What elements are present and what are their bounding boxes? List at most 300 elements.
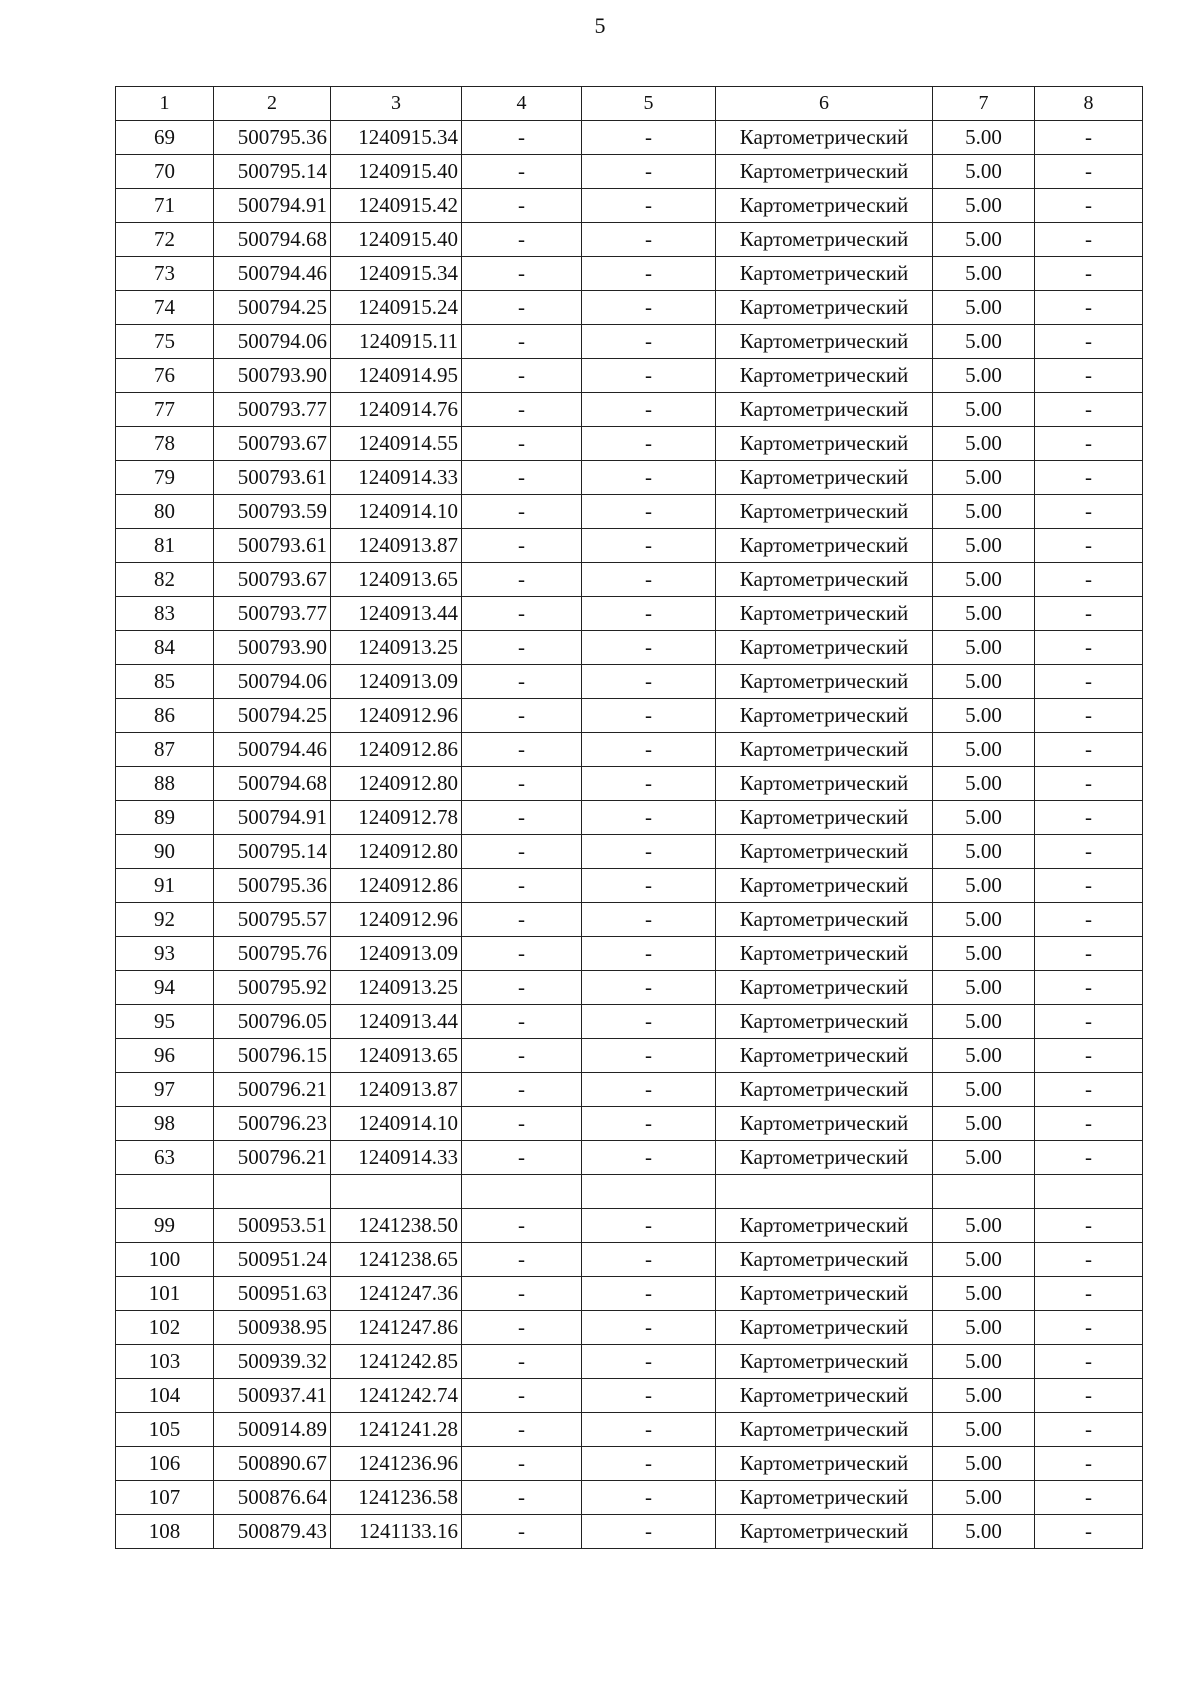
coordinate-y-cell: 1240913.87: [331, 1073, 462, 1107]
col-8-cell: -: [1035, 1141, 1143, 1175]
col-5-cell: -: [582, 359, 716, 393]
col-4-cell: -: [462, 495, 582, 529]
method-cell: Картометрический: [716, 189, 933, 223]
coordinate-x-cell: 500795.36: [214, 121, 331, 155]
coordinate-y-cell: 1240912.80: [331, 835, 462, 869]
coordinate-x-cell: 500795.14: [214, 155, 331, 189]
header-cell: 3: [331, 87, 462, 121]
point-number-cell: 99: [116, 1209, 214, 1243]
point-number-cell: 98: [116, 1107, 214, 1141]
coordinate-y-cell: 1241247.36: [331, 1277, 462, 1311]
table-row: [116, 359, 1143, 393]
col-4-cell: -: [462, 801, 582, 835]
col-8-cell: -: [1035, 1379, 1143, 1413]
method-cell: Картометрический: [716, 631, 933, 665]
point-number-cell: 71: [116, 189, 214, 223]
coordinate-y-cell: 1240912.86: [331, 869, 462, 903]
coordinate-x-cell: 500793.67: [214, 427, 331, 461]
coordinate-y-cell: 1240914.10: [331, 1107, 462, 1141]
coordinate-x-cell: 500795.36: [214, 869, 331, 903]
accuracy-cell: 5.00: [933, 257, 1035, 291]
table-row: [116, 1379, 1143, 1413]
col-4-cell: -: [462, 1141, 582, 1175]
header-cell: 4: [462, 87, 582, 121]
accuracy-cell: 5.00: [933, 903, 1035, 937]
coordinate-x-cell: 500795.14: [214, 835, 331, 869]
col-8-cell: -: [1035, 1413, 1143, 1447]
col-5-cell: -: [582, 903, 716, 937]
method-cell: Картометрический: [716, 1107, 933, 1141]
col-5-cell: -: [582, 257, 716, 291]
coordinate-y-cell: 1240914.33: [331, 1141, 462, 1175]
coordinate-x-cell: 500793.61: [214, 529, 331, 563]
point-number-cell: 105: [116, 1413, 214, 1447]
point-number-cell: 72: [116, 223, 214, 257]
col-5-cell: -: [582, 1515, 716, 1549]
col-5-cell: -: [582, 733, 716, 767]
table-row: [116, 937, 1143, 971]
col-4-cell: -: [462, 461, 582, 495]
method-cell: Картометрический: [716, 495, 933, 529]
coordinate-x-cell: 500953.51: [214, 1209, 331, 1243]
table-row: [116, 427, 1143, 461]
col-8-cell: -: [1035, 1039, 1143, 1073]
coordinate-y-cell: 1240912.96: [331, 699, 462, 733]
coordinate-y-cell: 1241247.86: [331, 1311, 462, 1345]
col-5-cell: -: [582, 699, 716, 733]
coordinates-table: [115, 86, 1143, 1549]
coordinate-y-cell: 1241238.65: [331, 1243, 462, 1277]
col-4-cell: -: [462, 767, 582, 801]
point-number-cell: 102: [116, 1311, 214, 1345]
coordinate-y-cell: 1240912.78: [331, 801, 462, 835]
col-4-cell: -: [462, 563, 582, 597]
table-row: [116, 665, 1143, 699]
coordinate-x-cell: 500793.59: [214, 495, 331, 529]
coordinate-y-cell: 1240913.25: [331, 631, 462, 665]
header-cell: 5: [582, 87, 716, 121]
table-row: [116, 1039, 1143, 1073]
accuracy-cell: 5.00: [933, 291, 1035, 325]
coordinate-x-cell: 500794.06: [214, 325, 331, 359]
coordinate-y-cell: 1240915.34: [331, 121, 462, 155]
coordinate-x-cell: 500793.77: [214, 393, 331, 427]
header-cell: 1: [116, 87, 214, 121]
coordinate-y-cell: 1240913.09: [331, 937, 462, 971]
col-5-cell: -: [582, 291, 716, 325]
coordinate-y-cell: 1240913.65: [331, 563, 462, 597]
col-4-cell: -: [462, 155, 582, 189]
point-number-cell: 85: [116, 665, 214, 699]
col-4-cell: -: [462, 325, 582, 359]
coordinate-x-cell: 500795.92: [214, 971, 331, 1005]
coordinate-y-cell: 1241241.28: [331, 1413, 462, 1447]
col-8-cell: -: [1035, 189, 1143, 223]
method-cell: Картометрический: [716, 1413, 933, 1447]
col-8-cell: -: [1035, 1311, 1143, 1345]
col-5-cell: -: [582, 801, 716, 835]
coordinate-y-cell: 1241242.85: [331, 1345, 462, 1379]
coordinate-y-cell: 1240913.09: [331, 665, 462, 699]
accuracy-cell: 5.00: [933, 393, 1035, 427]
col-4-cell: -: [462, 699, 582, 733]
table-header-row: [116, 87, 1143, 121]
table-row: [116, 1345, 1143, 1379]
col-5-cell: -: [582, 1481, 716, 1515]
col-8-cell: -: [1035, 393, 1143, 427]
point-number-cell: 83: [116, 597, 214, 631]
coordinate-x-cell: 500795.76: [214, 937, 331, 971]
table-row: [116, 699, 1143, 733]
accuracy-cell: 5.00: [933, 699, 1035, 733]
method-cell: Картометрический: [716, 1345, 933, 1379]
point-number-cell: 95: [116, 1005, 214, 1039]
col-5-cell: -: [582, 325, 716, 359]
col-4-cell: -: [462, 1039, 582, 1073]
accuracy-cell: 5.00: [933, 1311, 1035, 1345]
accuracy-cell: 5.00: [933, 869, 1035, 903]
table-row: [116, 1073, 1143, 1107]
col-8-cell: -: [1035, 937, 1143, 971]
coordinate-y-cell: 1240913.25: [331, 971, 462, 1005]
col-8-cell: -: [1035, 767, 1143, 801]
col-8-cell: -: [1035, 971, 1143, 1005]
accuracy-cell: 5.00: [933, 359, 1035, 393]
method-cell: Картометрический: [716, 223, 933, 257]
method-cell: Картометрический: [716, 461, 933, 495]
table-row: [116, 1209, 1143, 1243]
coordinate-x-cell: 500794.25: [214, 291, 331, 325]
coordinate-x-cell: 500793.61: [214, 461, 331, 495]
col-8-cell: -: [1035, 665, 1143, 699]
accuracy-cell: 5.00: [933, 1447, 1035, 1481]
point-number-cell: 101: [116, 1277, 214, 1311]
point-number-cell: 93: [116, 937, 214, 971]
coordinate-x-cell: 500879.43: [214, 1515, 331, 1549]
method-cell: Картометрический: [716, 699, 933, 733]
table-row: [116, 393, 1143, 427]
col-4-cell: -: [462, 257, 582, 291]
col-8-cell: -: [1035, 631, 1143, 665]
coordinate-y-cell: 1240915.11: [331, 325, 462, 359]
point-number-cell: 94: [116, 971, 214, 1005]
coordinate-y-cell: [331, 1175, 462, 1209]
accuracy-cell: 5.00: [933, 529, 1035, 563]
col-5-cell: -: [582, 563, 716, 597]
coordinate-y-cell: 1240915.24: [331, 291, 462, 325]
col-5-cell: -: [582, 971, 716, 1005]
col-8-cell: -: [1035, 461, 1143, 495]
coordinate-x-cell: 500794.68: [214, 767, 331, 801]
coordinate-y-cell: 1240914.55: [331, 427, 462, 461]
col-4-cell: -: [462, 1243, 582, 1277]
coordinate-x-cell: [214, 1175, 331, 1209]
col-8-cell: -: [1035, 1209, 1143, 1243]
accuracy-cell: 5.00: [933, 835, 1035, 869]
col-5-cell: -: [582, 1277, 716, 1311]
coordinate-y-cell: 1240914.95: [331, 359, 462, 393]
col-8-cell: -: [1035, 121, 1143, 155]
method-cell: Картометрический: [716, 1073, 933, 1107]
col-5-cell: [582, 1175, 716, 1209]
method-cell: Картометрический: [716, 971, 933, 1005]
col-5-cell: -: [582, 189, 716, 223]
method-cell: Картометрический: [716, 563, 933, 597]
coordinate-x-cell: 500793.90: [214, 359, 331, 393]
header-cell: 8: [1035, 87, 1143, 121]
col-5-cell: -: [582, 529, 716, 563]
col-5-cell: -: [582, 1141, 716, 1175]
col-4-cell: -: [462, 529, 582, 563]
coordinate-y-cell: 1240915.34: [331, 257, 462, 291]
point-number-cell: 97: [116, 1073, 214, 1107]
coordinate-y-cell: 1240915.40: [331, 155, 462, 189]
col-8-cell: -: [1035, 495, 1143, 529]
col-8-cell: -: [1035, 359, 1143, 393]
col-8-cell: -: [1035, 529, 1143, 563]
col-8-cell: -: [1035, 1005, 1143, 1039]
table-row: [116, 1311, 1143, 1345]
col-4-cell: -: [462, 869, 582, 903]
col-4-cell: -: [462, 937, 582, 971]
method-cell: Картометрический: [716, 1379, 933, 1413]
table-row: [116, 1175, 1143, 1209]
accuracy-cell: 5.00: [933, 1073, 1035, 1107]
table-row: [116, 495, 1143, 529]
col-4-cell: -: [462, 1481, 582, 1515]
col-5-cell: -: [582, 665, 716, 699]
coordinate-x-cell: 500793.77: [214, 597, 331, 631]
col-8-cell: [1035, 1175, 1143, 1209]
accuracy-cell: 5.00: [933, 1413, 1035, 1447]
accuracy-cell: 5.00: [933, 801, 1035, 835]
coordinate-y-cell: 1241236.96: [331, 1447, 462, 1481]
col-4-cell: -: [462, 1107, 582, 1141]
col-8-cell: -: [1035, 835, 1143, 869]
method-cell: Картометрический: [716, 1447, 933, 1481]
table-row: [116, 223, 1143, 257]
col-8-cell: -: [1035, 733, 1143, 767]
accuracy-cell: 5.00: [933, 1277, 1035, 1311]
coordinate-y-cell: 1240912.86: [331, 733, 462, 767]
point-number-cell: 90: [116, 835, 214, 869]
table-row: [116, 529, 1143, 563]
accuracy-cell: [933, 1175, 1035, 1209]
coordinate-x-cell: 500876.64: [214, 1481, 331, 1515]
col-8-cell: -: [1035, 427, 1143, 461]
table-row: [116, 835, 1143, 869]
point-number-cell: 80: [116, 495, 214, 529]
col-8-cell: -: [1035, 1243, 1143, 1277]
col-4-cell: -: [462, 835, 582, 869]
col-8-cell: -: [1035, 699, 1143, 733]
col-4-cell: -: [462, 1379, 582, 1413]
table-row: [116, 869, 1143, 903]
table-row: [116, 461, 1143, 495]
method-cell: Картометрический: [716, 1277, 933, 1311]
col-8-cell: -: [1035, 291, 1143, 325]
accuracy-cell: 5.00: [933, 597, 1035, 631]
point-number-cell: 108: [116, 1515, 214, 1549]
table-row: [116, 597, 1143, 631]
point-number-cell: 78: [116, 427, 214, 461]
point-number-cell: 63: [116, 1141, 214, 1175]
col-5-cell: -: [582, 427, 716, 461]
accuracy-cell: 5.00: [933, 121, 1035, 155]
point-number-cell: 86: [116, 699, 214, 733]
coordinate-y-cell: 1240913.44: [331, 1005, 462, 1039]
page-number: 5: [594, 13, 606, 38]
col-4-cell: [462, 1175, 582, 1209]
col-5-cell: -: [582, 393, 716, 427]
col-4-cell: -: [462, 393, 582, 427]
accuracy-cell: 5.00: [933, 1345, 1035, 1379]
point-number-cell: 74: [116, 291, 214, 325]
col-8-cell: -: [1035, 1515, 1143, 1549]
col-8-cell: -: [1035, 563, 1143, 597]
table-body: [116, 87, 1143, 1549]
col-5-cell: -: [582, 1413, 716, 1447]
method-cell: Картометрический: [716, 1209, 933, 1243]
method-cell: Картометрический: [716, 257, 933, 291]
accuracy-cell: 5.00: [933, 189, 1035, 223]
table-row: [116, 1413, 1143, 1447]
method-cell: Картометрический: [716, 121, 933, 155]
accuracy-cell: 5.00: [933, 631, 1035, 665]
method-cell: Картометрический: [716, 1311, 933, 1345]
coordinate-y-cell: 1240915.40: [331, 223, 462, 257]
col-5-cell: -: [582, 1107, 716, 1141]
point-number-cell: 89: [116, 801, 214, 835]
method-cell: Картометрический: [716, 665, 933, 699]
accuracy-cell: 5.00: [933, 223, 1035, 257]
coordinate-x-cell: 500937.41: [214, 1379, 331, 1413]
col-4-cell: -: [462, 1345, 582, 1379]
point-number-cell: [116, 1175, 214, 1209]
col-4-cell: -: [462, 733, 582, 767]
col-4-cell: -: [462, 1311, 582, 1345]
accuracy-cell: 5.00: [933, 1481, 1035, 1515]
table-row: [116, 1243, 1143, 1277]
point-number-cell: 100: [116, 1243, 214, 1277]
method-cell: Картометрический: [716, 767, 933, 801]
coordinate-y-cell: 1240913.65: [331, 1039, 462, 1073]
col-4-cell: -: [462, 291, 582, 325]
table-row: [116, 291, 1143, 325]
col-8-cell: -: [1035, 801, 1143, 835]
table-row: [116, 1515, 1143, 1549]
col-5-cell: -: [582, 1073, 716, 1107]
coordinate-x-cell: 500890.67: [214, 1447, 331, 1481]
coordinate-x-cell: 500794.68: [214, 223, 331, 257]
point-number-cell: 92: [116, 903, 214, 937]
coordinate-y-cell: 1241242.74: [331, 1379, 462, 1413]
col-5-cell: -: [582, 1243, 716, 1277]
coordinate-x-cell: 500796.05: [214, 1005, 331, 1039]
coordinate-x-cell: 500951.24: [214, 1243, 331, 1277]
table-row: [116, 1481, 1143, 1515]
accuracy-cell: 5.00: [933, 1209, 1035, 1243]
method-cell: Картометрический: [716, 1141, 933, 1175]
method-cell: Картометрический: [716, 155, 933, 189]
col-4-cell: -: [462, 427, 582, 461]
accuracy-cell: 5.00: [933, 937, 1035, 971]
coordinate-y-cell: 1240915.42: [331, 189, 462, 223]
col-4-cell: -: [462, 1515, 582, 1549]
method-cell: Картометрический: [716, 1243, 933, 1277]
col-4-cell: -: [462, 1413, 582, 1447]
method-cell: Картометрический: [716, 1039, 933, 1073]
col-4-cell: -: [462, 189, 582, 223]
table-row: [116, 903, 1143, 937]
point-number-cell: 103: [116, 1345, 214, 1379]
col-8-cell: -: [1035, 597, 1143, 631]
table-row: [116, 971, 1143, 1005]
col-4-cell: -: [462, 1073, 582, 1107]
header-cell: 6: [716, 87, 933, 121]
method-cell: Картометрический: [716, 733, 933, 767]
coordinate-y-cell: 1240914.33: [331, 461, 462, 495]
point-number-cell: 96: [116, 1039, 214, 1073]
coordinate-x-cell: 500796.23: [214, 1107, 331, 1141]
accuracy-cell: 5.00: [933, 1107, 1035, 1141]
col-4-cell: -: [462, 223, 582, 257]
col-5-cell: -: [582, 1345, 716, 1379]
method-cell: Картометрический: [716, 903, 933, 937]
coordinate-x-cell: 500794.25: [214, 699, 331, 733]
table-row: [116, 121, 1143, 155]
table-row: [116, 155, 1143, 189]
method-cell: Картометрический: [716, 529, 933, 563]
coordinate-x-cell: 500938.95: [214, 1311, 331, 1345]
col-5-cell: -: [582, 1039, 716, 1073]
accuracy-cell: 5.00: [933, 733, 1035, 767]
coordinate-y-cell: 1240913.44: [331, 597, 462, 631]
accuracy-cell: 5.00: [933, 495, 1035, 529]
method-cell: Картометрический: [716, 291, 933, 325]
point-number-cell: 84: [116, 631, 214, 665]
col-5-cell: -: [582, 1209, 716, 1243]
header-cell: 7: [933, 87, 1035, 121]
point-number-cell: 82: [116, 563, 214, 597]
col-8-cell: -: [1035, 325, 1143, 359]
col-4-cell: -: [462, 1277, 582, 1311]
coordinate-x-cell: 500796.21: [214, 1073, 331, 1107]
col-5-cell: -: [582, 121, 716, 155]
coordinate-x-cell: 500794.46: [214, 257, 331, 291]
method-cell: Картометрический: [716, 1515, 933, 1549]
col-4-cell: -: [462, 665, 582, 699]
col-4-cell: -: [462, 971, 582, 1005]
method-cell: Картометрический: [716, 1481, 933, 1515]
accuracy-cell: 5.00: [933, 563, 1035, 597]
table-row: [116, 631, 1143, 665]
col-8-cell: -: [1035, 257, 1143, 291]
method-cell: Картометрический: [716, 597, 933, 631]
accuracy-cell: 5.00: [933, 427, 1035, 461]
method-cell: Картометрический: [716, 801, 933, 835]
coordinate-x-cell: 500796.21: [214, 1141, 331, 1175]
coordinate-x-cell: 500793.90: [214, 631, 331, 665]
col-4-cell: -: [462, 1447, 582, 1481]
col-5-cell: -: [582, 597, 716, 631]
table-row: [116, 1107, 1143, 1141]
col-8-cell: -: [1035, 1073, 1143, 1107]
table-row: [116, 563, 1143, 597]
coordinate-x-cell: 500793.67: [214, 563, 331, 597]
col-8-cell: -: [1035, 1277, 1143, 1311]
col-5-cell: -: [582, 223, 716, 257]
